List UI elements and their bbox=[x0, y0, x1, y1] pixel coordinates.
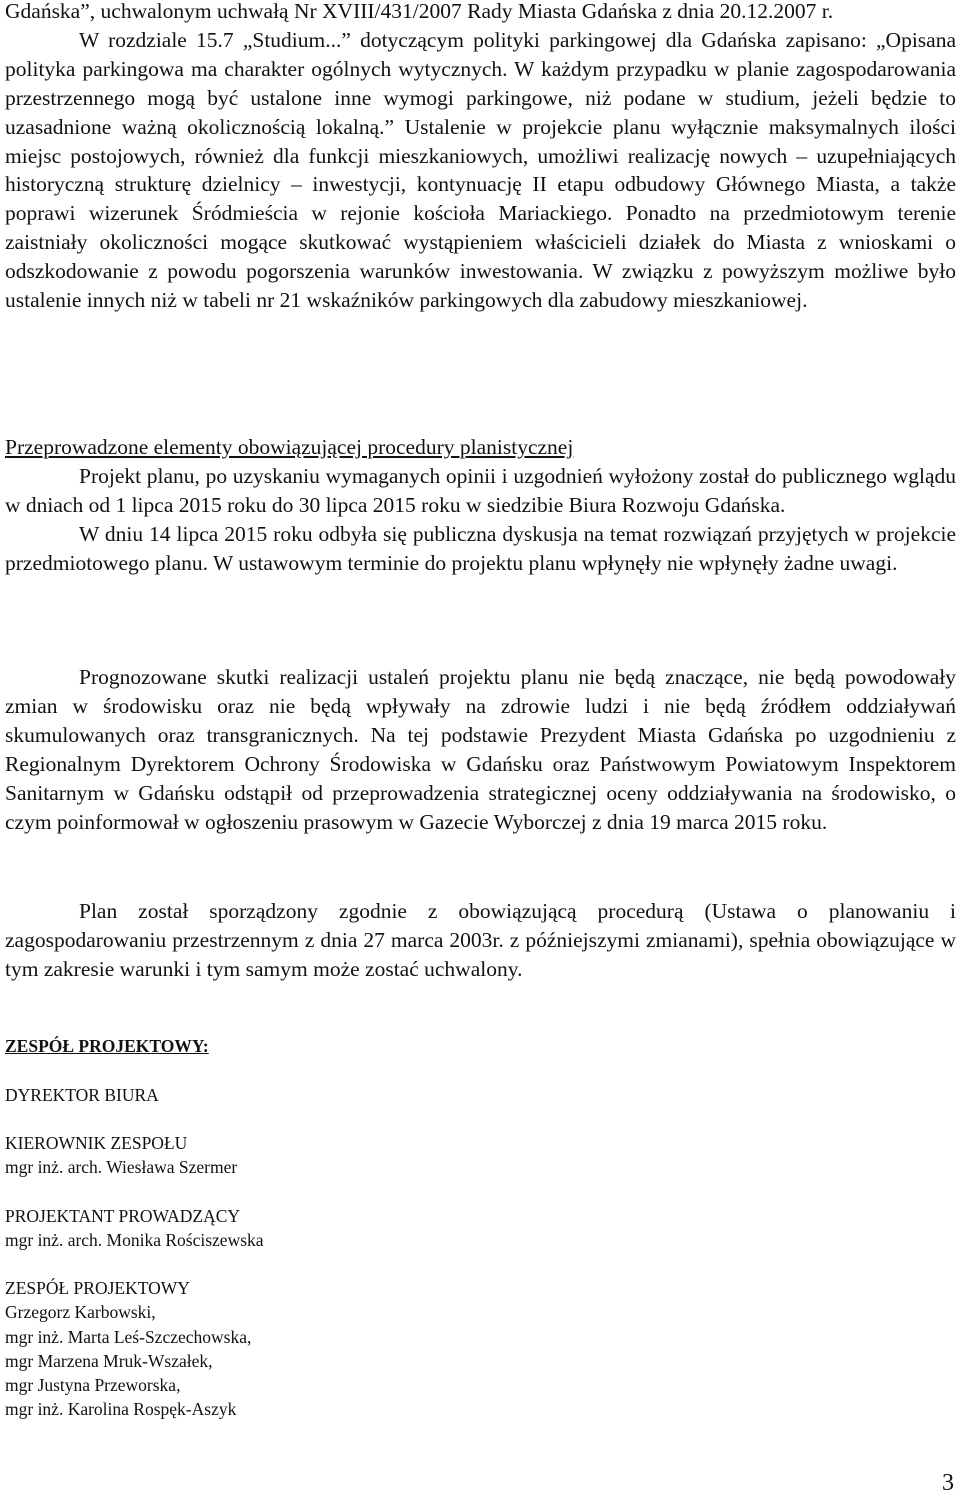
lead-designer-title: PROJEKTANT PROWADZĄCY bbox=[5, 1206, 241, 1226]
director-title: DYREKTOR BIURA bbox=[5, 1085, 159, 1105]
page-number: 3 bbox=[942, 1470, 954, 1496]
team-section bbox=[5, 1036, 956, 1057]
team-member: mgr inż. Marta Leś-Szczechowska, bbox=[5, 1326, 252, 1347]
paragraph-public-discussion: W dniu 14 lipca 2015 roku odbyła się publiczna dyskusja na temat rozwiązań przyjętych w projekcie przedmiotowego planu. W ustawowym terminie do projektu planu wpłynęły nie wpłynęły żadne uwagi. bbox=[5, 521, 956, 575]
team-director bbox=[5, 1083, 956, 1107]
text-block-intro bbox=[5, 0, 956, 315]
team-heading: ZESPÓŁ PROJEKTOWY: bbox=[5, 1036, 209, 1056]
team-title: ZESPÓŁ PROJEKTOWY bbox=[5, 1278, 190, 1298]
paragraph-environmental-impact: Prognozowane skutki realizacji ustaleń projektu planu nie będą znaczące, nie będą powodowały zmian w środowisku oraz nie będą wpływały na zdrowie ludzi i nie będą źródłem oddziaływań skumulowanych oraz transgranicznych. Na tej podstawie Prezydent Miasta Gdańska po uzgodnieniu z Regionalnym Dyrektorem Ochrony Środowiska w Gdańsku oraz Państwowym Powiatowym Inspektorem Sanitarnym w Gdańsku odstąpił od przeprowadzenia strategicznej oceny oddziaływania na środowisko, o czym poinformował w ogłoszeniu prasowym w Gazecie Wyborczej z dnia 19 marca 2015 roku. bbox=[5, 665, 956, 834]
leader-title: KIEROWNIK ZESPOŁU bbox=[5, 1133, 188, 1153]
paragraph-study-reference: Gdańska”, uchwalonym uchwałą Nr XVIII/431/2007 Rady Miasta Gdańska z dnia 20.12.2007 r. bbox=[5, 0, 834, 23]
team-member: mgr inż. Karolina Rospęk-Aszyk bbox=[5, 1399, 237, 1420]
team-member: mgr Justyna Przeworska, bbox=[5, 1375, 181, 1396]
paragraph-conclusion: Plan został sporządzony zgodnie z obowiązującą procedurą (Ustawa o planowaniu i zagospodarowaniu przestrzennym z dnia 27 marca 2003r. z późniejszymi zmianami), spełnia obowiązujące w tym zakresie warunki i tym samym może zostać uchwalony. bbox=[5, 899, 956, 981]
paragraph-public-display: Projekt planu, po uzyskaniu wymaganych opinii i uzgodnień wyłożony został do publicznego wglądu w dniach od 1 lipca 2015 roku do 30 lipca 2015 roku w siedzibie Biura Rozwoju Gdańska. bbox=[5, 463, 956, 517]
paragraph-parking-policy: W rozdziale 15.7 „Studium...” dotyczącym polityki parkingowej dla Gdańska zapisano: „Opisana polityka parkingowa ma charakter ogólnych wytycznych. W każdym przypadku w planie zagospodarowania przestrzennego mogą być ustalone inne wymogi parkingowe, niż podane w studium, jeżeli będzie to uzasadnione ważną okolicznością lokalną.” Ustalenie w projekcie planu wyłącznie maksymalnych ilości miejsc postojowych, również dla funkcji mieszkaniowych, umożliwi realizację nowych – uzupełniających historyczną strukturę dzielnicy – inwestycji, kontynuację II etapu odbudowy Głównego Miasta, a także poprawi wizerunek Śródmieścia w rejonie kościoła Mariackiego. Ponadto na przedmiotowym terenie zaistniały okoliczności mogące skutkować wystąpieniem właścicieli działek do Miasta z wnioskami o odszkodowanie z powodu pogorszenia warunków inwestowania. W związku z powyższym możliwe było ustalenie innych niż w tabeli nr 21 wskaźników parkingowych dla zabudowy mieszkaniowej. bbox=[5, 27, 956, 313]
team-member: mgr Marzena Mruk-Wszałek, bbox=[5, 1350, 213, 1371]
text-block-conclusion bbox=[5, 897, 956, 984]
team-member: Grzegorz Karbowski, bbox=[5, 1302, 156, 1323]
section-heading: Przeprowadzone elementy obowiązującej procedury planistycznej bbox=[5, 435, 574, 459]
leader-name: mgr inż. arch. Wiesława Szermer bbox=[5, 1157, 238, 1178]
team-leader bbox=[5, 1131, 956, 1180]
text-block-environment bbox=[5, 663, 956, 836]
text-block-procedure bbox=[5, 433, 956, 578]
team-lead-designer bbox=[5, 1204, 956, 1253]
lead-designer-name: mgr inż. arch. Monika Rościszewska bbox=[5, 1230, 264, 1251]
team-members bbox=[5, 1276, 956, 1422]
